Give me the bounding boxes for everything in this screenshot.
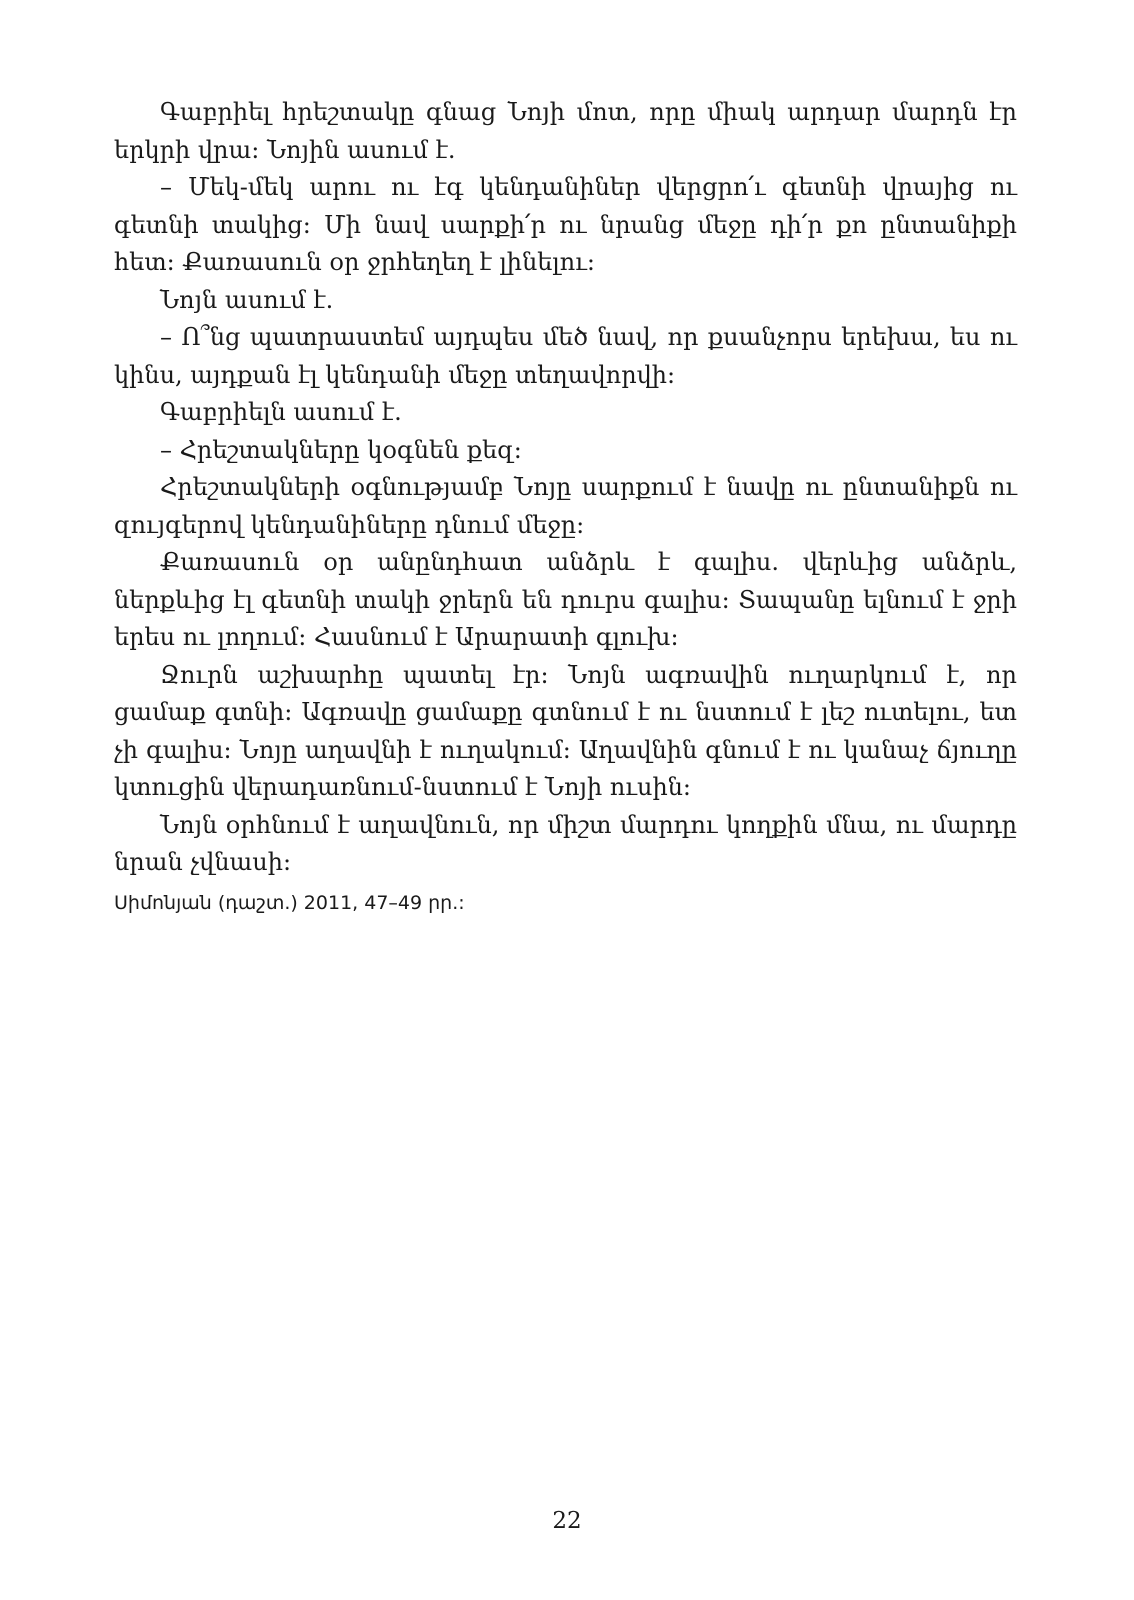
paragraph: Գաբրիել հրեշտակը գնաց Նոյի մոտ, որը միակ արդար մարդն էր երկրի վրա: Նոյին ասում է. [114, 98, 1017, 164]
paragraph: Ջուրն աշխարհը պատել էր: Նոյն ագռավին ուղարկում է, որ ցամաք գտնի: Ագռավը ցամաքը գտնում է ու նստում է լեշ ուտելու, ետ չի գալիս: Նոյը աղավնի է ուղակում: Աղավնին գնում է ու կանաչ ճյուղը կտուցին վերադառնում-նստում է Նոյի ուսին: [114, 660, 1017, 801]
paragraph: Հրեշտակների օգնությամբ Նոյը սարքում է նավը ու ընտանիքն ու զույգերով կենդանիները դնում մեջը: [114, 473, 1017, 539]
paragraph: – Ո՞նց պատրաստեմ այդպես մեծ նավ, որ քսանչորս երեխա, ես ու կինս, այդքան էլ կենդանի մեջը տեղավորվի: [114, 323, 1017, 389]
source-citation: Սիմոնյան (դաշտ.) 2011, 47–49 րր.: [114, 891, 465, 914]
paragraph: – Հրեշտակները կօգնեն քեզ: [160, 435, 522, 464]
paragraph: Գաբրիելն ասում է. [160, 398, 402, 426]
page-number: 22 [552, 1508, 582, 1534]
page-body [114, 94, 1017, 918]
paragraph: – Մեկ-մեկ արու ու էգ կենդանիներ վերցրո՛ւ գետնի վրայից ու գետնի տակից: Մի նավ սարքի՛ր ու նրանց մեջը դի՛ր քո ընտանիքի հետ: Քառասուն օր ջրհեղեղ է լինելու: [114, 173, 1017, 276]
paragraph: Քառասուն օր անընդհատ անձրև է գալիս. վերևից անձրև, ներքևից էլ գետնի տակի ջրերն են դուրս գալիս: Տապանը ելնում է ջրի երես ու լողում: Հասնում է Արարատի գլուխ: [114, 548, 1017, 651]
paragraph: Նոյն օրհնում է աղավնուն, որ միշտ մարդու կողքին մնա, ու մարդը նրան չվնասի: [114, 810, 1017, 876]
paragraph: Նոյն ասում է. [160, 285, 334, 314]
